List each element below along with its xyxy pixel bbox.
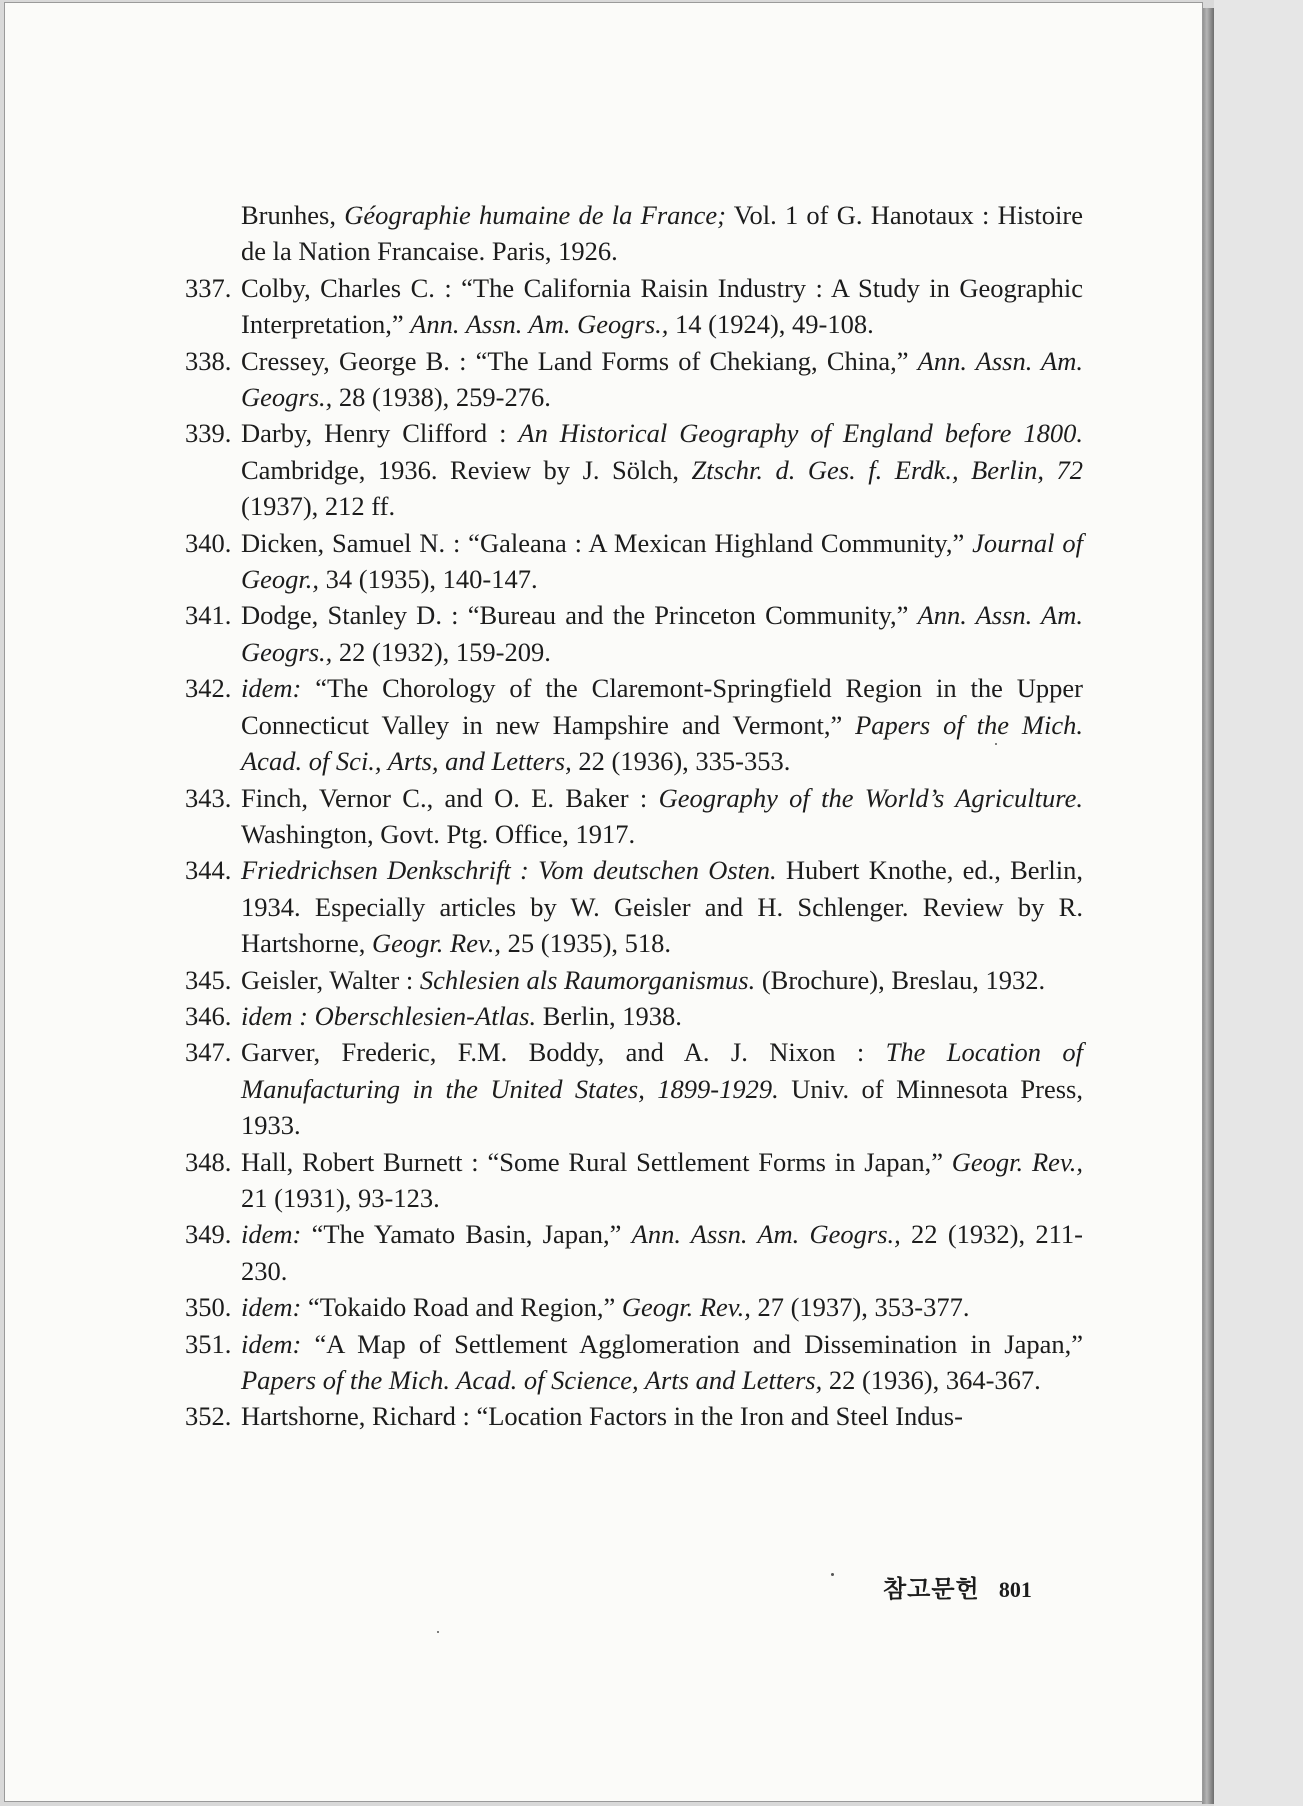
reference-italic-text: Journal of Geogr., (241, 527, 1083, 595)
reference-number: 344. (185, 855, 232, 886)
reference-text: Washington, Govt. Ptg. Office, 1917. (241, 818, 636, 849)
reference-text: “A Map of Settlement Agglomeration and Dissemination in Japan,” (301, 1328, 1083, 1359)
reference-text: 22 (1936), 364-367. (822, 1365, 1041, 1395)
reference-number: 338. (185, 345, 232, 376)
reference-italic-text: Geogr. Rev., (621, 1292, 751, 1323)
reference-text: Hall, Robert Burnett : “Some Rural Settlement Forms in Japan,” (241, 1146, 952, 1177)
reference-italic-text: idem: (241, 1292, 302, 1323)
reference-italic-text: Geogr. Rev., (372, 928, 502, 959)
reference-entry (185, 1144, 1083, 1217)
reference-entry (185, 1034, 1083, 1143)
reference-italic-text: Schlesien als Raumorganismus. (419, 964, 756, 995)
reference-number: 352. (185, 1401, 232, 1432)
reference-number: 347. (185, 1037, 232, 1068)
reference-text: Geisler, Walter : (241, 964, 420, 995)
page-edge (1202, 8, 1214, 1804)
document-page (4, 2, 1203, 1802)
reference-entry (185, 415, 1083, 524)
reference-text: Hartshorne, Richard : “Location Factors in the Iron and Steel Indus- (241, 1401, 963, 1432)
reference-italic-text: The Location of Manufacturing in the United States, 1899-1929. (241, 1037, 1084, 1104)
reference-number: 348. (185, 1146, 232, 1177)
reference-entry (185, 1398, 1083, 1434)
reference-text: (Brochure), Breslau, 1932. (755, 964, 1046, 995)
reference-number: 343. (185, 782, 232, 813)
reference-entry (185, 1289, 1083, 1325)
reference-entry (185, 270, 1083, 343)
reference-entry (185, 670, 1083, 779)
reference-text: Dodge, Stanley D. : “Bureau and the Princeton Community,” (241, 600, 918, 631)
reference-number: 346. (185, 1000, 232, 1031)
reference-italic-text: Ann. Assn. Am. Geogrs., (631, 1219, 901, 1250)
reference-number: 341. (185, 600, 232, 631)
reference-number: 345. (185, 964, 232, 995)
reference-italic-text: idem: (241, 1328, 302, 1359)
reference-text: Dicken, Samuel N. : “Galeana : A Mexican Highland Community,” (241, 527, 973, 558)
reference-italic-text: idem: (241, 673, 302, 704)
reference-italic-text: Ann. Assn. Am. Geogrs., (241, 600, 1083, 667)
running-title: 참고문헌 (883, 1575, 980, 1603)
reference-entry (185, 998, 1083, 1034)
reference-text: Cressey, George B. : “The Land Forms of Chekiang, China,” (241, 345, 918, 376)
print-speck (995, 743, 997, 745)
reference-number: 337. (185, 272, 232, 303)
reference-number: 340. (185, 527, 232, 558)
reference-text: 21 (1931), 93-123. (241, 1182, 440, 1213)
reference-text: Brunhes, (241, 200, 345, 230)
reference-text: Cambridge, 1936. Review by J. Sölch, (241, 454, 692, 485)
reference-text: Berlin, 1938. (536, 1000, 682, 1031)
reference-text: 22 (1936), 335-353. (571, 746, 791, 777)
viewer-background (1214, 0, 1303, 1806)
reference-text: 34 (1935), 140-147. (319, 564, 538, 595)
reference-text: Garver, Frederic, F.M. Boddy, and A. J. Nixon : (241, 1037, 886, 1068)
reference-text: “The Chorology of the Claremont-Springfield Region in the Upper Connecticut Valley in new Hampshire and Vermont,” (241, 673, 1083, 740)
reference-entry (185, 852, 1083, 961)
reference-entry (185, 197, 1083, 270)
reference-text: (1937), 212 ff. (241, 491, 396, 522)
reference-text: “The Yamato Basin, Japan,” (301, 1219, 632, 1250)
reference-italic-text: Papers of the Mich. Acad. of Sci., Arts, and Letters, (241, 709, 1083, 777)
reference-number: 351. (185, 1328, 232, 1359)
reference-text: 14 (1924), 49-108. (668, 309, 874, 340)
reference-italic-text: Papers of the Mich. Acad. of Science, Arts and Letters, (241, 1365, 823, 1395)
page-footer (883, 1569, 1032, 1604)
reference-text: 28 (1938), 259-276. (332, 382, 551, 413)
reference-italic-text: Geography of the World’s Agriculture. (658, 782, 1083, 813)
reference-italic-text: Géographie humaine de la France; (344, 200, 726, 230)
reference-entry (185, 597, 1083, 670)
reference-italic-text: Ann. Assn. Am. Geogrs., (410, 309, 669, 340)
reference-italic-text: Ann. Assn. Am. Geogrs., (241, 345, 1083, 413)
reference-text: Colby, Charles C. : “The California Raisin Industry : A Study in Geographic Interpretation,” (241, 272, 1083, 340)
reference-italic-text: An Historical Geography of England before 1800. (518, 418, 1083, 449)
print-speck (437, 1631, 439, 1633)
reference-list (185, 197, 1083, 1435)
reference-entry (185, 780, 1083, 853)
reference-italic-text: Geogr. Rev., (951, 1146, 1083, 1177)
reference-text: 27 (1937), 353-377. (750, 1292, 970, 1323)
reference-text: Finch, Vernor C., and O. E. Baker : (241, 782, 659, 813)
reference-entry (185, 1326, 1083, 1399)
reference-number: 342. (185, 673, 232, 704)
print-speck (831, 1573, 834, 1576)
page-number: 801 (998, 1577, 1032, 1602)
reference-text: 22 (1932), 159-209. (332, 636, 551, 667)
reference-italic-text: Ztschr. d. Ges. f. Erdk., Berlin, 72 (691, 454, 1083, 485)
reference-number: 350. (185, 1292, 232, 1323)
reference-entry (185, 962, 1083, 998)
reference-entry (185, 1216, 1083, 1289)
reference-text: 22 (1932), 211-230. (241, 1219, 1083, 1286)
reference-italic-text: idem: (241, 1219, 302, 1250)
reference-text: Vol. 1 of G. Hanotaux : Histoire de la Nation Francaise. Paris, 1926. (241, 200, 1083, 267)
reference-italic-text: Friedrichsen Denkschrift : Vom deutschen Osten. (241, 855, 777, 886)
reference-number: 339. (185, 418, 232, 449)
reference-entry (185, 525, 1083, 598)
reference-text: Darby, Henry Clifford : (241, 418, 519, 449)
reference-number: 349. (185, 1219, 232, 1250)
reference-text: Hubert Knothe, ed., Berlin, 1934. Especially articles by W. Geisler and H. Schlenger. Review by R. Hartshorne, (241, 855, 1083, 959)
reference-text: Univ. of Minnesota Press, 1933. (241, 1073, 1083, 1141)
reference-text: “Tokaido Road and Region,” (301, 1292, 622, 1323)
reference-text: 25 (1935), 518. (501, 928, 672, 959)
reference-italic-text: idem : Oberschlesien-Atlas. (241, 1000, 537, 1031)
reference-entry (185, 343, 1083, 416)
